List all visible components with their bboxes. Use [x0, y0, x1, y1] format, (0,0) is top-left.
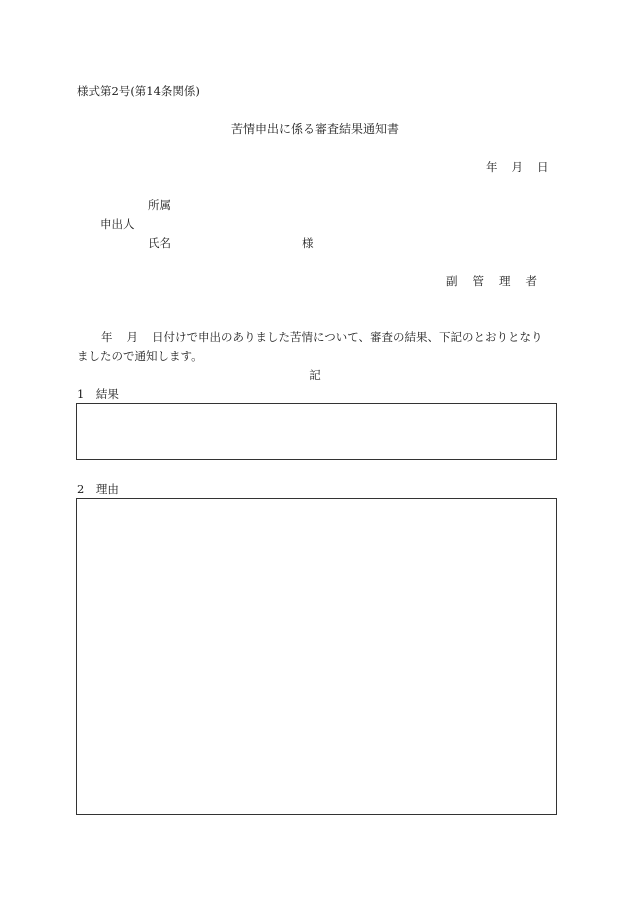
- date-month: 月: [511, 160, 523, 174]
- sender-title: 副管理者: [446, 274, 552, 288]
- date-year: 年: [486, 160, 498, 174]
- date-day: 日: [537, 160, 549, 174]
- body-text-line-2: ましたので通知します。: [77, 349, 203, 363]
- applicant-label: 申出人: [100, 217, 135, 231]
- affiliation-label: 所属: [148, 198, 171, 212]
- date-line: [486, 160, 549, 174]
- body-text-line-1: [101, 330, 543, 344]
- section-reason-label: 2 理由: [77, 482, 119, 496]
- body-month: 月: [126, 330, 138, 344]
- body-year: 年: [101, 330, 113, 344]
- section-result-label: 1 結果: [77, 387, 119, 401]
- form-number: 様式第2号(第14条関係): [77, 84, 200, 98]
- body-line1-rest: 日付けで申出のありました苦情について、審査の結果、下記のとおりとなり: [152, 330, 543, 344]
- reason-box: [76, 498, 557, 815]
- result-box: [76, 403, 557, 460]
- name-label: 氏名: [148, 236, 171, 250]
- honorific: 様: [302, 236, 314, 250]
- ki-heading: 記: [309, 368, 321, 382]
- document-title: 苦情申出に係る審査結果通知書: [230, 122, 399, 136]
